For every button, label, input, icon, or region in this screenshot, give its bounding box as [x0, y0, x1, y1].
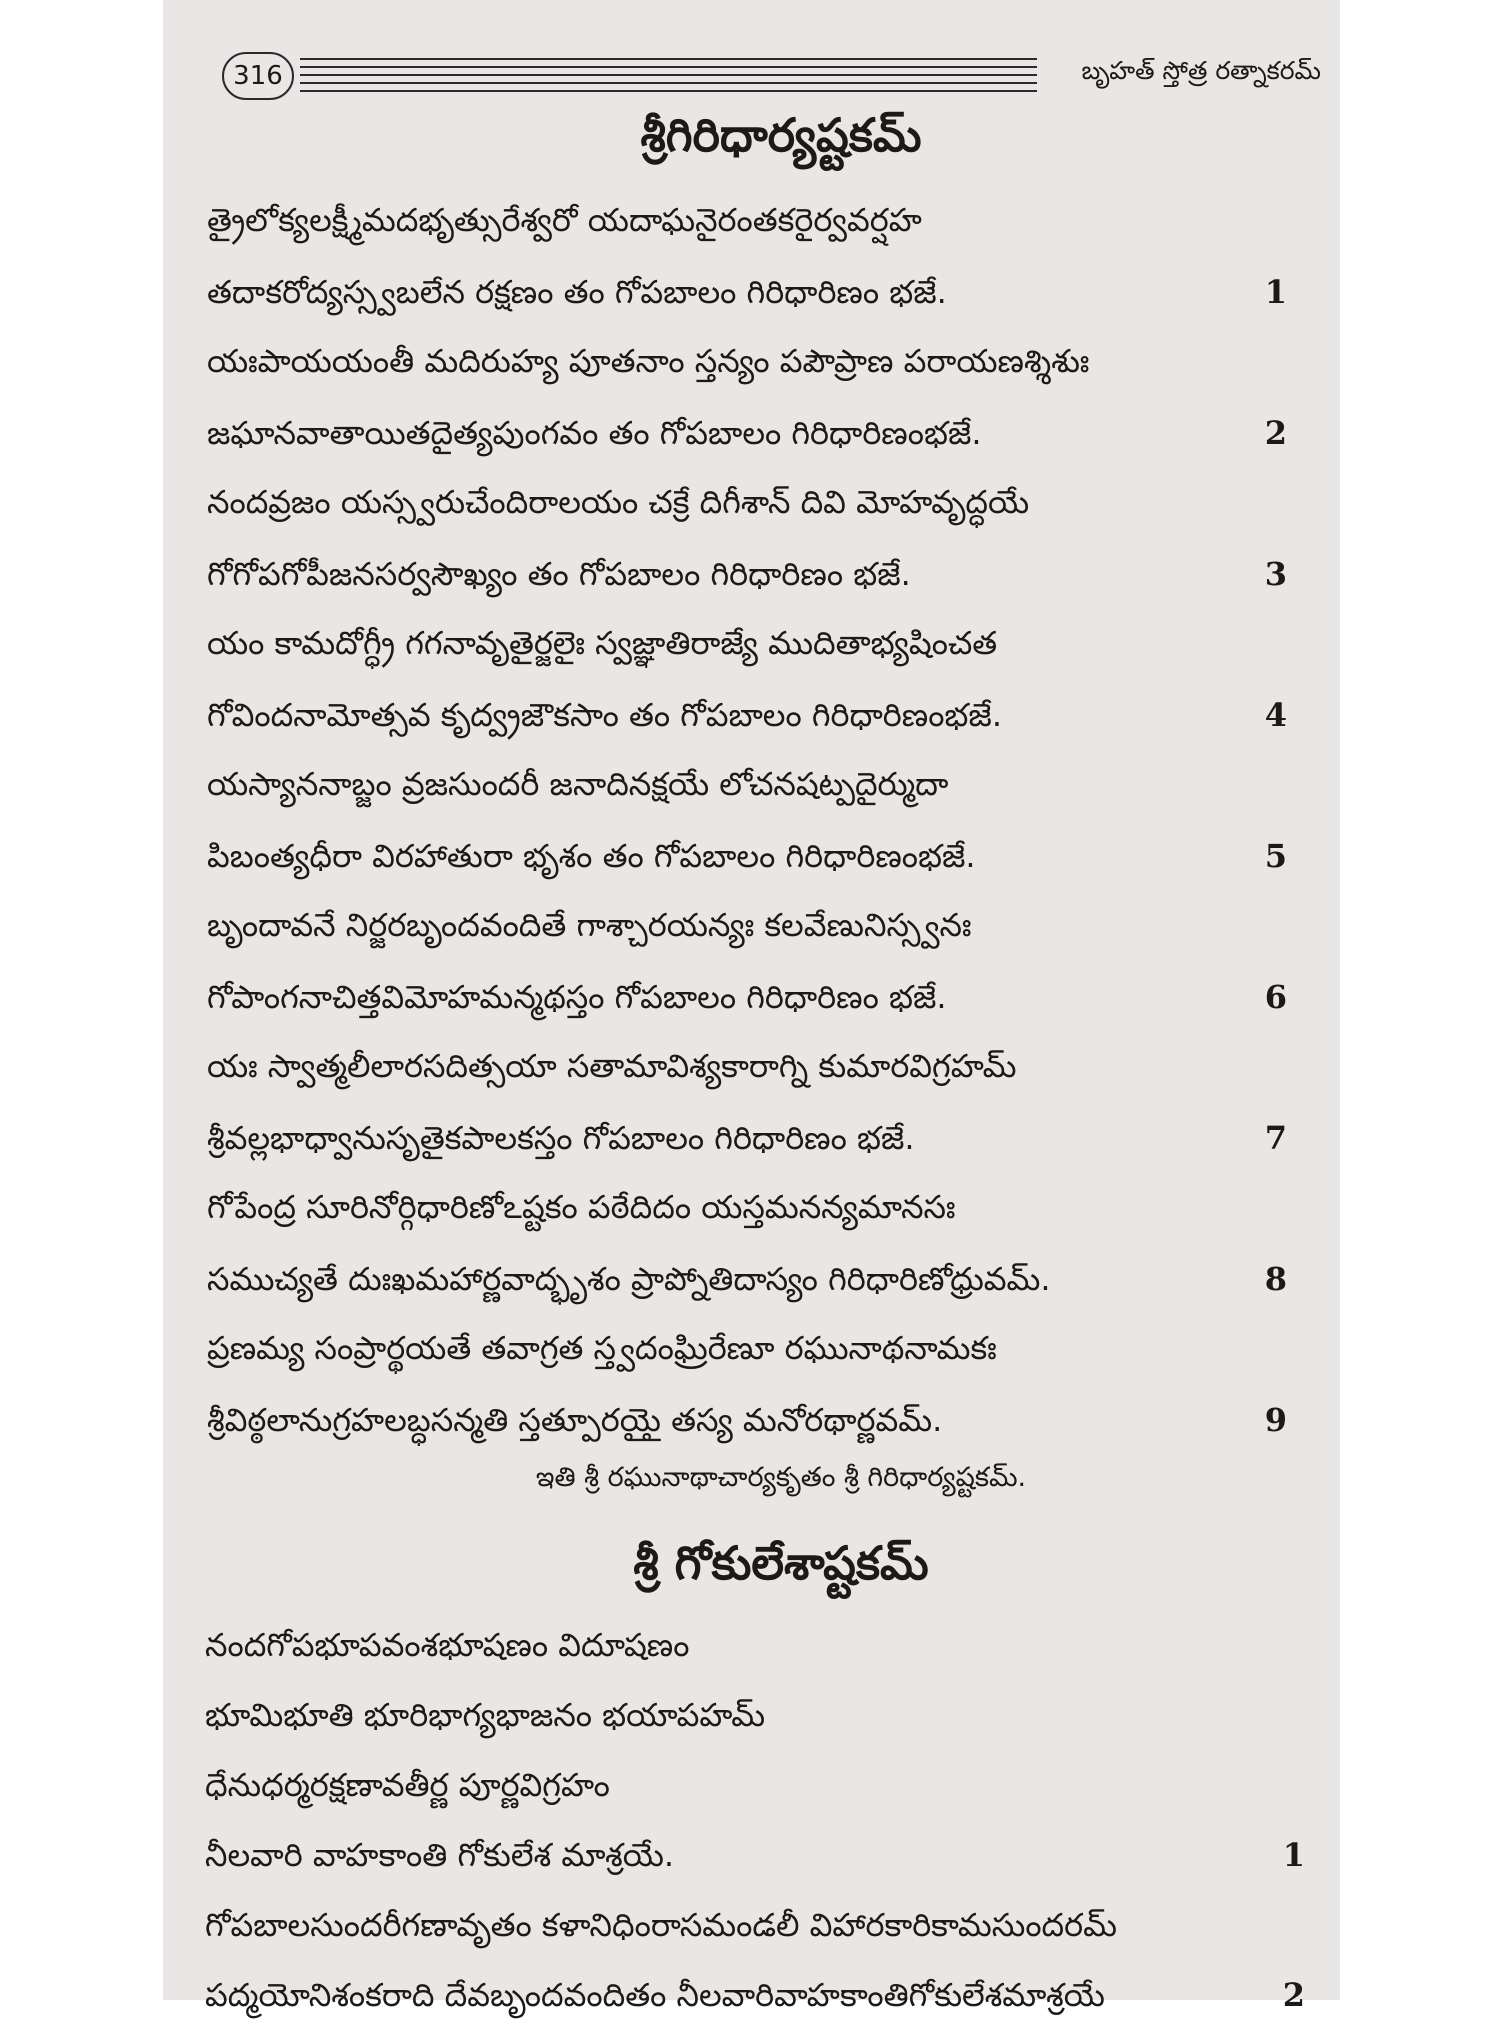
verse-line: యఃపాయయంతీ మదిరుహ్య పూతనాం స్తన్యం పపౌప్రాణ పరాయణశ్శిశుః [207, 342, 1090, 380]
verse-number: 5 [1264, 837, 1287, 875]
verse-line: గోపేంద్ర సూరినోర్గిధారిణోఽష్టకం పఠేదిదం యస్తమనన్యమానసః [207, 1188, 956, 1226]
section-title: శ్రీగిరిధార్యష్టకమ్ [640, 108, 922, 162]
verse-line: గోవిందనామోత్సవ కృద్వ్రజౌకసాం తం గోపబాలం గిరిధారిణంభజే. 4 [207, 679, 1317, 751]
verse-line: యస్యాననాబ్జం వ్రజసుందరీ జనాదినక్షయే లోచనషట్పదైర్ముదా [207, 765, 949, 803]
verse-line: గోపబాలసుందరీగణావృతం కళానిధింరాసమండలీ విహారకారికామసుందరమ్ [205, 1906, 1117, 1944]
verse-9 [207, 1312, 1317, 1456]
verse-line: గోపాంగనాచిత్తవిమోహమన్మథస్తం గోపబాలం గిరిధారిణం భజే. 6 [207, 961, 1317, 1033]
verse-6 [207, 889, 1317, 1033]
verse-number: 3 [1264, 555, 1287, 593]
section-title: శ్రీ గోకులేశాష్టకమ్ [633, 1536, 929, 1590]
verse-line: పద్మయోనిశంకరాది దేవబృందవందితం నీలవారివాహకాంతిగోకులేశమాశ్రయే 2 [205, 1960, 1335, 2030]
verse-line: భూమిభూతి భూరిభాగ్యభాజనం భయాపహమ్ [205, 1696, 766, 1734]
verse-line: జఘానవాతాయితదైత్యపుంగవం తం గోపబాలం గిరిధారిణంభజే. 2 [207, 397, 1317, 469]
verse-line: ప్రణమ్య సంప్రార్థయతే తవాగ్రత స్త్వదంఘ్రిరేణూ రఘునాథనామకః [207, 1329, 997, 1367]
header-rule [300, 82, 1037, 84]
verse-number: 2 [1282, 1976, 1305, 2014]
verse-line: త్రైలోక్యలక్ష్మీమదభృత్సురేశ్వరో యదాఘనైరంతకరైర్వవర్షహ [207, 201, 922, 239]
verse-line: గోగోపగోపీజనసర్వసౌఖ్యం తం గోపబాలం గిరిధారిణం భజే. 3 [207, 538, 1317, 610]
header-rule [300, 58, 1037, 60]
verse-line: సముచ్యతే దుఃఖమహార్ణవాద్భృశం ప్రాప్నోతిదాస్యం గిరిధారిణోధ్రువమ్. 8 [207, 1243, 1317, 1315]
verse-number: 1 [1264, 273, 1287, 311]
verse-line: శ్రీవిఠ్ఠలానుగ్రహలబ్ధసన్మతి స్తత్పూరయైౖ తస్య మనోరథార్ణవమ్. 9 [207, 1384, 1317, 1456]
verse-number: 4 [1264, 696, 1287, 734]
verse-line: పిబంత్యధీరా విరహాతురా భృశం తం గోపబాలం గిరిధారిణంభజే. 5 [207, 820, 1317, 892]
verse-7 [207, 1030, 1317, 1174]
verse-number: 8 [1264, 1260, 1287, 1298]
verse-line: ధేనుధర్మరక్షణావతీర్ణ పూర్ణవిగ్రహం [205, 1766, 610, 1804]
verse-3 [207, 466, 1317, 610]
verse-line: నీలవారి వాహకాంతి గోకులేశ మాశ్రయే. 1 [205, 1820, 1335, 1890]
verse-number: 9 [1264, 1401, 1287, 1439]
verse-number: 1 [1282, 1836, 1305, 1874]
page-header [222, 52, 1327, 102]
verse-line: యం కామదోగ్ధ్రీ గగనావృతైర్జలైః స్వజ్ఞాతిరాజ్యే ముదితాభ్యషించత [207, 624, 998, 662]
header-rule [300, 66, 1037, 68]
verse-number: 7 [1264, 1119, 1287, 1157]
verse-line: నందవ్రజం యస్స్వరుచేందిరాలయం చక్రే దిగీశాన్ దివి మోహవృద్ధయే [207, 483, 1030, 521]
header-rule [300, 90, 1037, 92]
verse-number: 2 [1264, 414, 1287, 452]
header-rule [300, 74, 1037, 76]
verse-line: శ్రీవల్లభాధ్వానుసృతైకపాలకస్తం గోపబాలం గిరిధారిణం భజే. 7 [207, 1102, 1317, 1174]
verse-5 [207, 748, 1317, 892]
verse-line: తదాకరోద్యస్స్వబలేన రక్షణం తం గోపబాలం గిరిధారిణం భజే. 1 [207, 256, 1317, 328]
verse-4 [207, 607, 1317, 751]
verse-line: యః స్వాత్మలీలారసదిత్సయా సతామావిశ్యకారాగ్ని కుమారవిగ్రహమ్ [207, 1047, 1017, 1085]
verse-1 [207, 184, 1317, 328]
verse-8 [207, 1171, 1317, 1315]
page-number: 316 [222, 52, 294, 100]
colophon: ఇతి శ్రీ రఘునాథాచార్యకృతం శ్రీ గిరిధార్యష్టకమ్. [535, 1462, 1027, 1493]
verse-line: నందగోపభూపవంశభూషణం విదూషణం [205, 1626, 690, 1664]
book-title: బృహత్ స్తోత్ర రత్నాకరమ్ [1081, 56, 1321, 85]
verse-number: 6 [1264, 978, 1287, 1016]
verse-2 [207, 325, 1317, 469]
verse-line: బృందావనే నిర్జరబృందవందితే గాశ్చారయన్యః కలవేణునిస్స్వనః [207, 906, 972, 944]
gokulesha-verses [205, 1610, 1335, 2030]
